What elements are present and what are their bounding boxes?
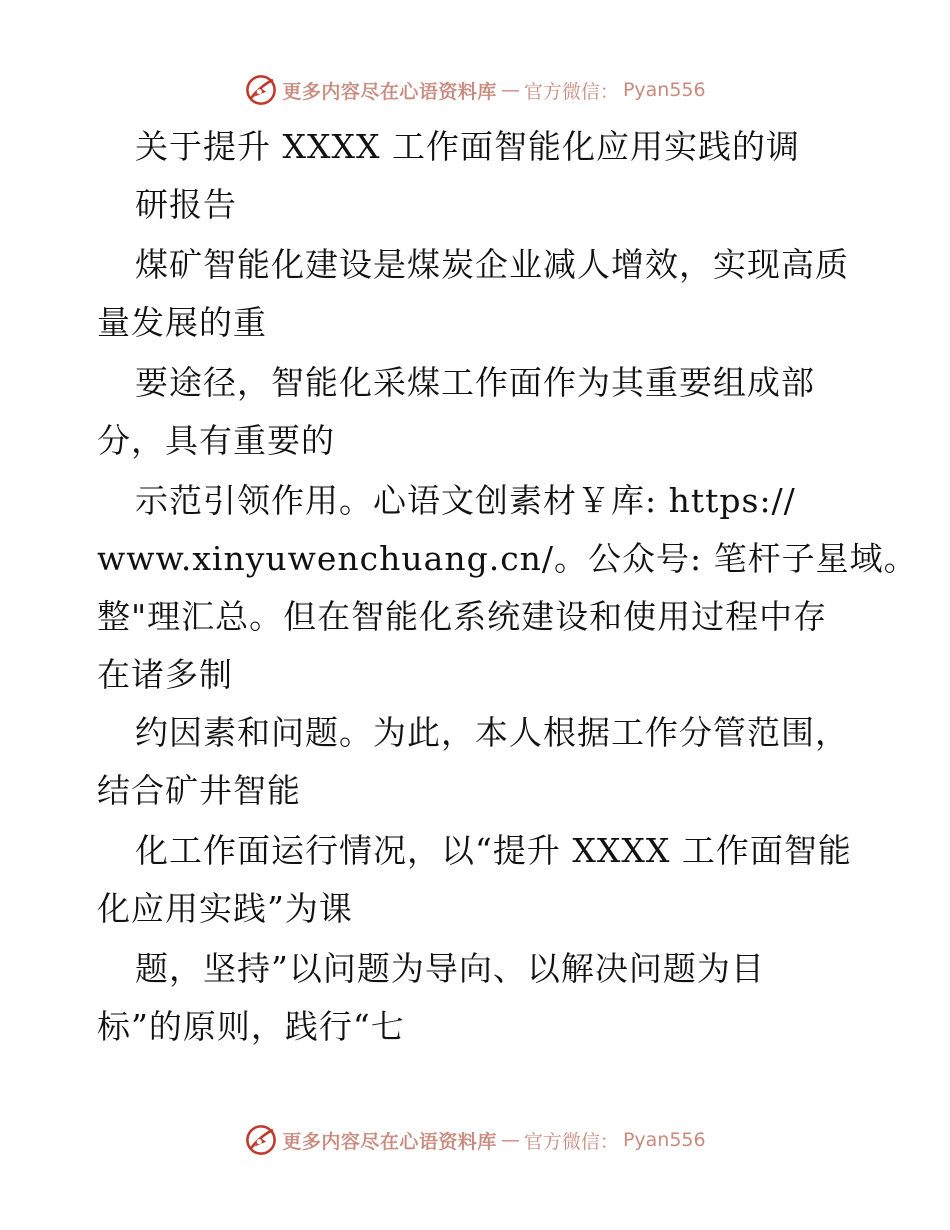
doc-text-line: 结合矿井智能 bbox=[97, 771, 301, 810]
doc-text-line: 在诸多制 bbox=[97, 655, 233, 694]
doc-text-line: 整"理汇总。但在智能化系统建设和使用过程中存 bbox=[97, 597, 828, 636]
doc-title-line-2: 研报告 bbox=[135, 185, 237, 224]
doc-text-line: 化工作面运行情况，以“提升 XXXX 工作面智能 bbox=[135, 831, 852, 870]
doc-text-line: 分，具有重要的 bbox=[97, 421, 335, 460]
doc-text-line: 示范引领作用。心语文创素材￥库: https:// bbox=[135, 481, 796, 520]
watermark-main-text: 更多内容尽在心语资料库 bbox=[282, 1130, 497, 1153]
watermark-wechat-id: Pyan556 bbox=[622, 79, 706, 101]
watermark-main-text: 更多内容尽在心语资料库 bbox=[282, 80, 497, 103]
doc-text-line: 煤矿智能化建设是煤炭企业减人增效，实现高质 bbox=[135, 245, 849, 284]
footer-watermark-banner bbox=[0, 1120, 950, 1160]
pen-circle-logo-icon bbox=[244, 1123, 278, 1157]
doc-text-line: 约因素和问题。为此，本人根据工作分管范围， bbox=[135, 713, 849, 752]
doc-text-line: 化应用实践”为课 bbox=[97, 889, 353, 928]
doc-title-line-1: 关于提升 XXXX 工作面智能化应用实践的调 bbox=[135, 127, 800, 166]
header-watermark-banner bbox=[0, 70, 950, 110]
doc-text-line: 要途径，智能化采煤工作面作为其重要组成部 bbox=[135, 363, 815, 402]
doc-text-line: 量发展的重 bbox=[97, 303, 267, 342]
doc-text-line: 标”的原则，践行“七 bbox=[97, 1007, 405, 1046]
doc-text-line: www.xinyuwenchuang.cn/。公众号: 笔杆子星域。 bbox=[97, 539, 918, 578]
watermark-wechat-label: 官方微信： bbox=[523, 1130, 619, 1153]
watermark-dash: — bbox=[500, 79, 520, 101]
pen-circle-logo-icon bbox=[244, 73, 278, 107]
watermark-wechat-label: 官方微信： bbox=[523, 80, 619, 103]
watermark-wechat-id: Pyan556 bbox=[622, 1129, 706, 1151]
watermark-dash: — bbox=[500, 1129, 520, 1151]
doc-text-line: 题，坚持”以问题为导向、以解决问题为目 bbox=[135, 949, 765, 988]
